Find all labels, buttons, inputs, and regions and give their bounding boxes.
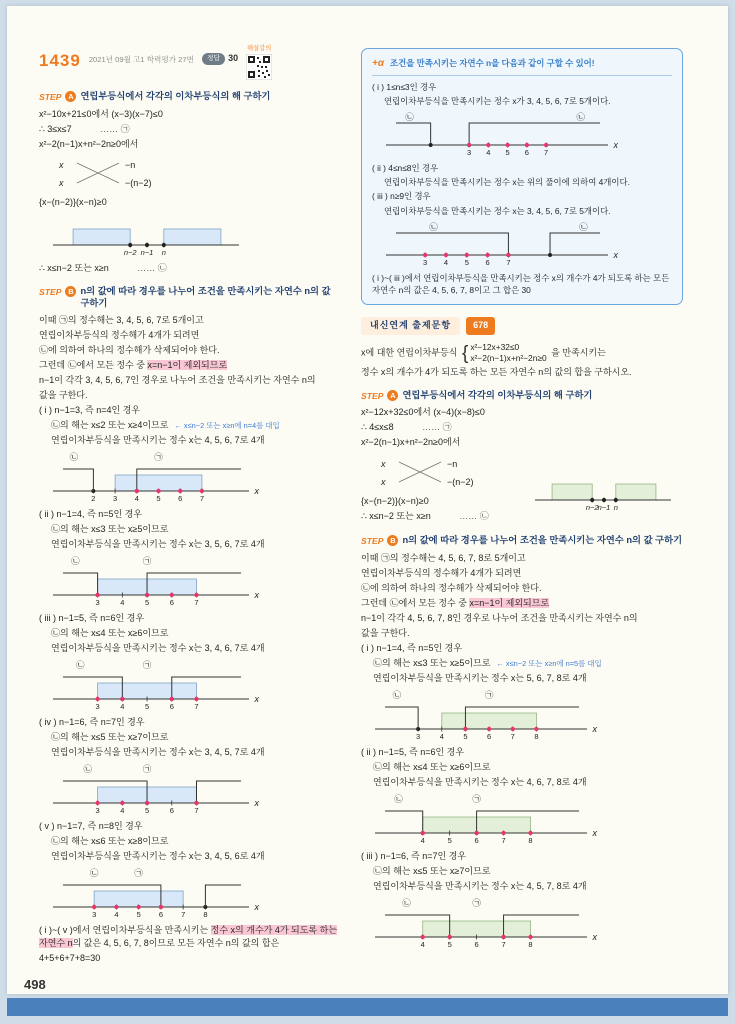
text-line: n−1이 각각 4, 5, 6, 7, 8인 경우로 나누어 조건을 만족시키는 자연수 n의: [361, 613, 638, 624]
case-block: [361, 642, 683, 743]
step-word: STEP: [361, 390, 384, 401]
case-head: ( v ) n−1=7, 즉 n=8인 경우: [39, 820, 143, 831]
svg-text:−(n−2): −(n−2): [125, 178, 152, 189]
svg-text:x: x: [613, 249, 618, 260]
text-fragment: 그런데 ㉡에서 모든 정수 중: [39, 359, 148, 370]
svg-text:㉡: ㉡: [394, 794, 403, 805]
text-line: 연립이차부등식의 정수해가 4개가 되려면: [39, 329, 200, 340]
svg-text:㉡: ㉡: [429, 221, 438, 232]
svg-text:6: 6: [169, 701, 174, 711]
svg-text:8: 8: [528, 940, 533, 950]
text-line: [361, 597, 683, 611]
alpha-footer: ( i )~( iii )에서 연립이차부등식을 만족시키는 정수 x의 개수가 4가 되도록 하는 모든 자연수 n의 값은 4, 5, 6, 7, 8이고 그 합은 30: [372, 272, 670, 296]
solution-a: ∴ 4≤x≤8: [361, 422, 394, 433]
text-fragment: ㉡의 해는 x≤3 또는 x≥5이므로: [373, 658, 491, 669]
svg-text:㉡: ㉡: [83, 763, 92, 774]
linked-problem-number: 678: [466, 317, 495, 335]
answer-page: 30: [228, 53, 239, 63]
svg-text:5: 5: [447, 940, 452, 950]
case-block: [39, 508, 339, 609]
step-b-title: n의 값에 따라 경우를 나누어 조건을 만족시키는 자연수 n의 값 구하기: [402, 535, 683, 546]
svg-text:4: 4: [134, 493, 139, 503]
case-line: ㉡의 해는 x≤5 또는 x≥7이므로: [373, 866, 491, 877]
svg-text:x: x: [592, 932, 597, 943]
problem-header: [39, 45, 339, 80]
svg-text:4: 4: [120, 805, 125, 815]
case-line: 연립이차부등식을 만족시키는 정수 x는 5, 6, 7, 8로 4개: [373, 673, 587, 684]
step-a-title: 연립부등식에서 각각의 이차부등식의 해 구하기: [402, 389, 593, 400]
svg-text:㉠: ㉠: [134, 867, 143, 878]
tag-a: …… ㉠: [100, 124, 130, 135]
text-fragment: x에 대한 연립이차부등식: [361, 347, 458, 358]
step-a-title: 연립부등식에서 각각의 이차부등식의 해 구하기: [80, 91, 271, 102]
case-line: ㉡의 해는 x≤4 또는 x≥6이므로: [373, 762, 491, 773]
numberline-diagram: [51, 211, 251, 259]
plus-alpha-header: [372, 56, 672, 76]
case-block: [361, 850, 683, 951]
solution-a: ∴ 3≤x≤7: [39, 124, 72, 135]
case-line: 연립이차부등식을 만족시키는 정수 x는 4, 6, 7, 8로 4개: [373, 777, 587, 788]
svg-text:㉠: ㉠: [142, 659, 152, 670]
svg-text:㉡: ㉡: [76, 659, 85, 670]
svg-text:3: 3: [95, 701, 100, 711]
svg-text:3: 3: [95, 805, 100, 815]
step-a-left: [39, 90, 339, 104]
substitution-note: ← x≤n−2 또는 x≥n에 n=4를 대입: [174, 420, 280, 430]
svg-text:㉠: ㉠: [154, 451, 163, 462]
solution-b: ∴ x≤n−2 또는 x≥n: [39, 263, 109, 274]
text-fragment: 을 만족시키는: [551, 347, 606, 358]
svg-text:㉡: ㉡: [69, 451, 79, 462]
text-line: 이때 ㉠의 정수해는 3, 4, 5, 6, 7로 5개이고: [39, 314, 204, 325]
paper: [7, 6, 728, 994]
qr-block: [246, 44, 272, 80]
case-line: ㉡의 해는 x≤3 또는 x≥5이므로: [51, 523, 169, 534]
svg-text:n−2: n−2: [585, 503, 599, 513]
case-line: 연립이차부등식을 만족시키는 정수 x는 3, 4, 5, 6로 4개: [51, 850, 265, 861]
svg-text:6: 6: [158, 909, 163, 919]
text-line: 이때 ㉠의 정수해는 4, 5, 6, 7, 8로 5개이고: [361, 553, 526, 564]
svg-text:n: n: [161, 248, 166, 258]
cross-factoring-diagram: [51, 153, 171, 193]
svg-text:㉠: ㉠: [472, 794, 481, 805]
svg-text:7: 7: [181, 909, 186, 919]
conclusion: [39, 924, 339, 951]
numberline-diagram: [373, 687, 599, 743]
text-line: ㉡에 의하여 하나의 정수해가 삭제되어야 한다.: [39, 344, 220, 355]
numberline-diagram: [384, 219, 620, 269]
numberline-diagram: [384, 109, 620, 159]
answer-label: 정답: [202, 53, 225, 65]
problem-number: 1439: [39, 51, 81, 70]
solution-b: ∴ x≤n−2 또는 x≥n: [361, 511, 431, 522]
case-line: 연립이차부등식을 만족시키는 정수 x는 4, 5, 7, 8로 4개: [373, 881, 587, 892]
svg-text:4: 4: [443, 257, 449, 267]
cross-wrapper: [361, 451, 515, 525]
tag-a: …… ㉠: [422, 422, 452, 433]
svg-text:8: 8: [528, 836, 533, 846]
svg-text:㉡: ㉡: [405, 112, 414, 123]
brace-glyph: {: [461, 342, 469, 364]
svg-text:6: 6: [169, 597, 174, 607]
svg-text:6: 6: [485, 257, 490, 267]
svg-text:5: 5: [156, 493, 161, 503]
svg-text:−n: −n: [125, 160, 136, 171]
svg-text:7: 7: [194, 701, 199, 711]
step-b-circle: B: [65, 286, 76, 297]
plus-alpha-box: [361, 48, 683, 305]
svg-text:x: x: [592, 828, 597, 839]
svg-text:5: 5: [464, 257, 469, 267]
svg-text:x: x: [254, 901, 259, 912]
text-line: [39, 359, 339, 373]
text-fragment: ( i )~( v )에서 연립이차부등식을 만족시키는: [39, 924, 211, 935]
math-line: {x−(n−2)}(x−n)≥0: [39, 197, 107, 208]
linked-problem-statement-2: 정수 x의 개수가 4가 되도록 하는 모든 자연수 n의 값의 합을 구하시오.: [361, 367, 632, 378]
page-bottom-band: [7, 998, 728, 1016]
step-b-circle: B: [387, 535, 398, 546]
svg-text:6: 6: [169, 805, 174, 815]
svg-text:5: 5: [144, 805, 150, 815]
svg-text:6: 6: [487, 732, 492, 742]
svg-text:3: 3: [92, 909, 97, 919]
step-b-left: [39, 285, 339, 310]
numberline-diagram: [51, 553, 261, 609]
svg-text:6: 6: [524, 148, 529, 158]
svg-text:7: 7: [194, 597, 199, 607]
highlighted-text: 정수 x의 개수가 4가 되도록 하는 자연수 n: [39, 924, 338, 949]
svg-text:2: 2: [91, 493, 96, 503]
case-head: ( ii ) n−1=5, 즉 n=6인 경우: [361, 747, 465, 758]
alpha-case-body: 연립이차부등식을 만족시키는 정수 x는 위의 풀이에 의하여 4개이다.: [384, 177, 630, 188]
step-a-circle: A: [65, 91, 76, 102]
alpha-case-head: ( iii ) n≥9인 경우: [372, 191, 431, 202]
svg-text:8: 8: [203, 909, 208, 919]
numberline-diagram: [373, 791, 599, 847]
math-line: x²−10x+21≤0에서 (x−3)(x−7)≤0: [39, 109, 163, 120]
text-line: 연립이차부등식의 정수해가 4개가 되려면: [361, 568, 522, 579]
step-a-right: [361, 389, 683, 403]
case-line: 연립이차부등식을 만족시키는 정수 x는 3, 5, 6, 7로 4개: [51, 538, 265, 549]
plus-alpha-icon: +α: [372, 58, 385, 69]
linked-problem-bar: [361, 317, 683, 335]
text-line: 값을 구한다.: [39, 389, 88, 400]
svg-text:4: 4: [420, 836, 425, 846]
math-line: x²−12x+32≤0에서 (x−4)(x−8)≤0: [361, 407, 485, 418]
svg-text:x: x: [381, 477, 386, 488]
step-b-title: n의 값에 따라 경우를 나누어 조건을 만족시키는 자연수 n의 값 구하기: [80, 285, 331, 309]
problem-source: 2021년 09월 고1 학력평가 27번: [88, 55, 194, 64]
step-word: STEP: [39, 286, 62, 297]
linked-problem-statement: [361, 342, 683, 365]
svg-text:7: 7: [501, 836, 506, 846]
svg-text:x: x: [254, 693, 259, 704]
lecture-label: 해설강의: [246, 45, 272, 52]
svg-text:3: 3: [467, 148, 472, 158]
text-fragment: 의 값은 4, 5, 6, 7, 8이므로 모든 자연수 n의 값의 합은: [72, 938, 280, 949]
svg-text:4: 4: [486, 148, 491, 158]
svg-text:n−2: n−2: [123, 248, 137, 258]
svg-text:n−1: n−1: [597, 503, 611, 513]
case-line: [51, 419, 339, 433]
svg-text:5: 5: [463, 732, 468, 742]
step-a-circle: A: [387, 390, 398, 401]
numberline-diagram: [51, 761, 261, 817]
svg-text:4: 4: [114, 909, 119, 919]
final-sum: 4+5+6+7+8=30: [39, 953, 101, 964]
qr-code-icon: [246, 54, 272, 80]
answer-badge: [202, 52, 238, 66]
case-block: [39, 820, 339, 921]
svg-text:4: 4: [120, 701, 125, 711]
right-column: [361, 48, 683, 967]
svg-text:8: 8: [534, 732, 539, 742]
svg-text:㉡: ㉡: [576, 112, 586, 123]
svg-text:7: 7: [510, 732, 515, 742]
text-line: n−1이 각각 3, 4, 5, 6, 7인 경우로 나누어 조건을 만족시키는 자연수 n의: [39, 374, 316, 385]
case-head: ( iii ) n−1=5, 즉 n=6인 경우: [39, 612, 145, 623]
svg-text:4: 4: [420, 940, 425, 950]
highlighted-text: x=n−1이 제외되므로: [147, 359, 228, 370]
svg-text:5: 5: [136, 909, 141, 919]
math-line: {x−(n−2)}(x−n)≥0: [361, 496, 429, 507]
svg-text:−n: −n: [447, 459, 458, 470]
svg-text:3: 3: [95, 597, 100, 607]
svg-text:㉡: ㉡: [402, 898, 411, 909]
svg-text:x: x: [254, 485, 259, 496]
page-number: 498: [22, 975, 56, 994]
svg-text:4: 4: [120, 597, 125, 607]
system-lines: [470, 342, 546, 365]
numberline-diagram: [533, 460, 683, 514]
text-fragment: ㉡의 해는 x≤2 또는 x≥4이므로: [51, 419, 169, 430]
svg-text:㉡: ㉡: [89, 867, 99, 878]
text-fragment: 그런데 ㉡에서 모든 정수 중: [361, 598, 470, 609]
alpha-case-body: 연립이차부등식을 만족시키는 정수 x가 3, 4, 5, 6, 7로 5개이다.: [384, 96, 611, 107]
case-head: ( iii ) n−1=6, 즉 n=7인 경우: [361, 851, 467, 862]
case-line: ㉡의 해는 x≤5 또는 x≥7이므로: [51, 731, 169, 742]
svg-text:7: 7: [544, 148, 549, 158]
math-line: [39, 123, 339, 137]
tag-b: …… ㉡: [137, 263, 167, 274]
svg-text:㉠: ㉠: [472, 898, 481, 909]
svg-text:n−1: n−1: [140, 248, 154, 258]
substitution-note: ← x≤n−2 또는 x≥n에 n=5를 대입: [496, 659, 602, 669]
svg-text:㉠: ㉠: [142, 555, 152, 566]
svg-text:㉡: ㉡: [579, 221, 588, 232]
svg-text:−(n−2): −(n−2): [447, 477, 474, 488]
system-line-2: x²−2(n−1)x+n²−2n≥0: [470, 353, 547, 364]
math-line: x²−2(n−1)x+n²−2n≥0에서: [361, 437, 461, 448]
math-line: x²−2(n−1)x+n²−2n≥0에서: [39, 139, 139, 150]
svg-text:n: n: [613, 503, 618, 513]
step-word: STEP: [361, 536, 384, 547]
inequality-system: [462, 342, 547, 365]
math-line: [361, 510, 515, 524]
step-word: STEP: [39, 92, 62, 103]
svg-text:㉠: ㉠: [142, 763, 152, 774]
plus-alpha-title: 조건을 만족시키는 자연수 n을 다음과 같이 구할 수 있어!: [390, 58, 595, 69]
case-block: [39, 404, 339, 505]
svg-text:㉡: ㉡: [392, 690, 402, 701]
svg-text:5: 5: [505, 148, 510, 158]
svg-text:7: 7: [194, 805, 199, 815]
svg-text:x: x: [254, 589, 259, 600]
highlighted-text: x=n−1이 제외되므로: [469, 598, 550, 609]
math-line: [361, 421, 683, 435]
linked-problem-label: 내신연계 출제문항: [361, 317, 460, 335]
svg-text:7: 7: [199, 493, 205, 503]
svg-text:x: x: [254, 797, 259, 808]
numberline-diagram: [51, 657, 261, 713]
case-line: ㉡의 해는 x≤4 또는 x≥6이므로: [51, 627, 169, 638]
svg-text:5: 5: [144, 701, 150, 711]
svg-text:x: x: [381, 459, 386, 470]
left-column: [39, 45, 339, 967]
svg-text:㉠: ㉠: [484, 690, 494, 701]
case-line: 연립이차부등식을 만족시키는 정수 x는 3, 4, 6, 7로 4개: [51, 642, 265, 653]
cross-and-diagram-row: [361, 451, 683, 525]
svg-text:x: x: [59, 178, 64, 189]
step-b-right: [361, 534, 683, 548]
svg-text:6: 6: [474, 836, 479, 846]
svg-text:x: x: [59, 160, 64, 171]
case-line: 연립이차부등식을 만족시키는 정수 x는 3, 4, 5, 7로 4개: [51, 746, 265, 757]
math-line: [39, 262, 339, 276]
alpha-case-head: ( ii ) 4≤n≤8인 경우: [372, 163, 439, 174]
case-head: ( i ) n−1=3, 즉 n=4인 경우: [39, 404, 141, 415]
alpha-case-head: ( i ) 1≤n≤3인 경우: [372, 82, 437, 92]
svg-text:7: 7: [501, 940, 506, 950]
numberline-diagram: [51, 449, 261, 505]
svg-text:6: 6: [474, 940, 479, 950]
case-line: ㉡의 해는 x≤6 또는 x≥8이므로: [51, 835, 169, 846]
svg-text:7: 7: [506, 257, 511, 267]
numberline-diagram: [51, 865, 261, 921]
svg-text:3: 3: [113, 493, 118, 503]
system-line-1: x²−12x+32≤0: [470, 341, 520, 352]
svg-text:3: 3: [423, 257, 428, 267]
alpha-case-body: 연립이차부등식을 만족시키는 정수 x는 3, 4, 5, 6, 7로 5개이다.: [384, 205, 611, 216]
svg-text:5: 5: [447, 836, 452, 846]
case-head: ( i ) n−1=4, 즉 n=5인 경우: [361, 643, 463, 654]
text-line: 값을 구한다.: [361, 628, 410, 639]
case-block: [39, 716, 339, 817]
text-line: ㉡에 의하여 하나의 정수해가 삭제되어야 한다.: [361, 583, 542, 594]
svg-text:3: 3: [416, 732, 421, 742]
svg-text:x: x: [613, 140, 618, 151]
tag-b: …… ㉡: [459, 511, 489, 522]
case-head: ( iv ) n−1=6, 즉 n=7인 경우: [39, 716, 145, 727]
numberline-diagram: [373, 895, 599, 951]
svg-text:㉡: ㉡: [71, 555, 80, 566]
svg-text:x: x: [592, 724, 597, 735]
cross-factoring-diagram: [373, 452, 491, 492]
svg-text:6: 6: [178, 493, 183, 503]
case-block: [39, 612, 339, 713]
case-block: [361, 746, 683, 847]
case-line: 연립이차부등식을 만족시키는 정수 x는 4, 5, 6, 7로 4개: [51, 434, 265, 445]
svg-text:5: 5: [144, 597, 150, 607]
case-head: ( ii ) n−1=4, 즉 n=5인 경우: [39, 508, 143, 519]
case-line: [373, 657, 683, 671]
svg-text:4: 4: [439, 732, 444, 742]
